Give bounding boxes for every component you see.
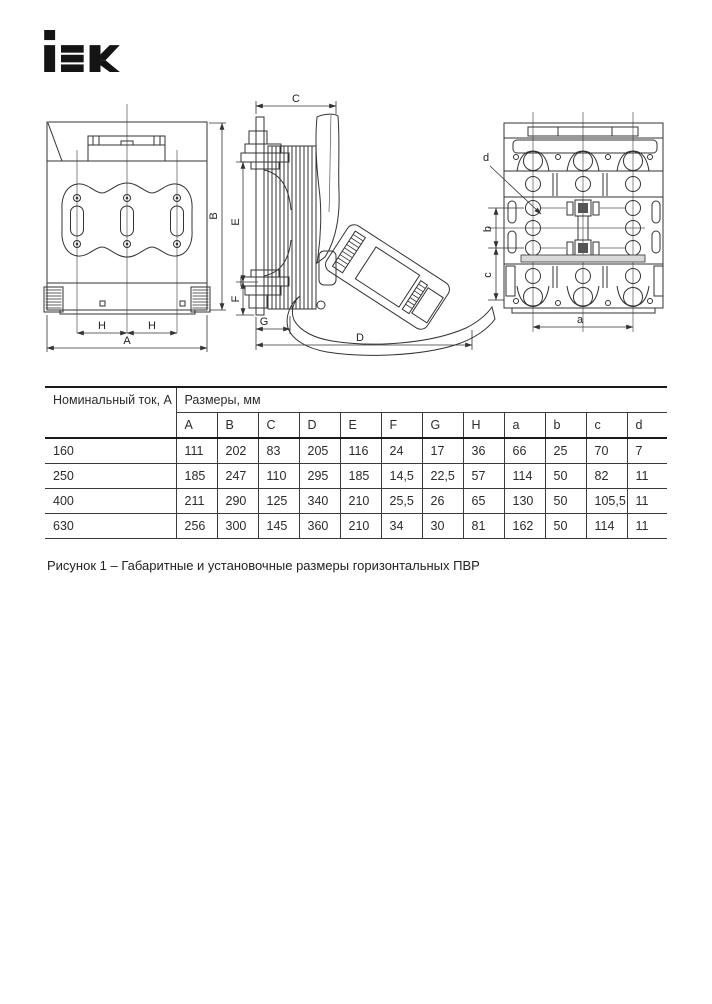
side-view-drawing [230,93,495,355]
current-rating-cell: 400 [45,489,176,514]
table-cell: 70 [586,438,627,464]
table-cell: 114 [586,514,627,539]
dimensions-table [45,386,667,539]
dim-header: a [504,413,545,439]
table-cell: 247 [217,464,258,489]
table-cell: 340 [299,489,340,514]
technical-drawings [0,88,712,368]
dim-label-g-side: G [259,316,269,328]
table-cell: 7 [627,438,667,464]
dim-header: b [545,413,586,439]
table-cell: 25,5 [381,489,422,514]
dim-label-a-rear: a [576,314,584,326]
table-cell: 202 [217,438,258,464]
table-cell: 290 [217,489,258,514]
table-cell: 81 [463,514,504,539]
table-cell: 24 [381,438,422,464]
dim-header: D [299,413,340,439]
table-cell: 295 [299,464,340,489]
table-cell: 185 [340,464,381,489]
table-cell: 210 [340,514,381,539]
table-cell: 82 [586,464,627,489]
table-cell: 211 [176,489,217,514]
table-cell: 11 [627,464,667,489]
dim-header: c [586,413,627,439]
table-cell: 105,5 [586,489,627,514]
dim-label-h1: H [98,320,106,332]
table-cell: 162 [504,514,545,539]
rear-view-drawing [482,112,663,332]
table-row [45,438,667,464]
table-cell: 125 [258,489,299,514]
table-cell: 50 [545,514,586,539]
table-cell: 66 [504,438,545,464]
table-row [45,514,667,539]
table-cell: 50 [545,464,586,489]
current-rating-cell: 160 [45,438,176,464]
dim-header: d [627,413,667,439]
table-cell: 25 [545,438,586,464]
dim-label-h2: H [148,320,156,332]
table-cell: 300 [217,514,258,539]
current-rating-cell: 630 [45,514,176,539]
table-cell: 50 [545,489,586,514]
figure-caption: Рисунок 1 – Габаритные и установочные размеры горизонтальных ПВР [47,558,480,573]
iek-logo [43,30,121,72]
dim-header: F [381,413,422,439]
table-cell: 26 [422,489,463,514]
dim-label-d-rear: d [482,152,490,164]
table-row [45,489,667,514]
table-cell: 210 [340,489,381,514]
table-cell: 185 [176,464,217,489]
table-cell: 22,5 [422,464,463,489]
table-cell: 14,5 [381,464,422,489]
dim-label-d-side: D [356,332,364,344]
table-row [45,464,667,489]
table-cell: 36 [463,438,504,464]
table-cell: 145 [258,514,299,539]
dim-header: E [340,413,381,439]
column-header-current: Номинальный ток, А [45,387,176,438]
dim-label-f-side: F [230,295,242,303]
dim-label-b-rear: b [482,225,494,233]
column-header-sizes: Размеры, мм [176,387,667,413]
table-cell: 30 [422,514,463,539]
table-cell: 360 [299,514,340,539]
table-cell: 130 [504,489,545,514]
dim-header: A [176,413,217,439]
table-cell: 11 [627,489,667,514]
dim-label-c-side: C [292,93,300,105]
table-cell: 65 [463,489,504,514]
dim-label-c-rear: c [482,272,494,278]
table-cell: 57 [463,464,504,489]
front-view-drawing [44,104,226,352]
table-cell: 34 [381,514,422,539]
table-cell: 205 [299,438,340,464]
table-cell: 17 [422,438,463,464]
table-cell: 83 [258,438,299,464]
table-cell: 111 [176,438,217,464]
dim-header: B [217,413,258,439]
dim-label-e-side: E [230,218,242,226]
dim-header: C [258,413,299,439]
dim-label-b-front: B [208,212,220,220]
table-cell: 110 [258,464,299,489]
dim-header: G [422,413,463,439]
table-cell: 256 [176,514,217,539]
table-cell: 116 [340,438,381,464]
dim-header: H [463,413,504,439]
table-cell: 11 [627,514,667,539]
table-cell: 114 [504,464,545,489]
current-rating-cell: 250 [45,464,176,489]
dim-label-a-front: A [123,335,131,347]
